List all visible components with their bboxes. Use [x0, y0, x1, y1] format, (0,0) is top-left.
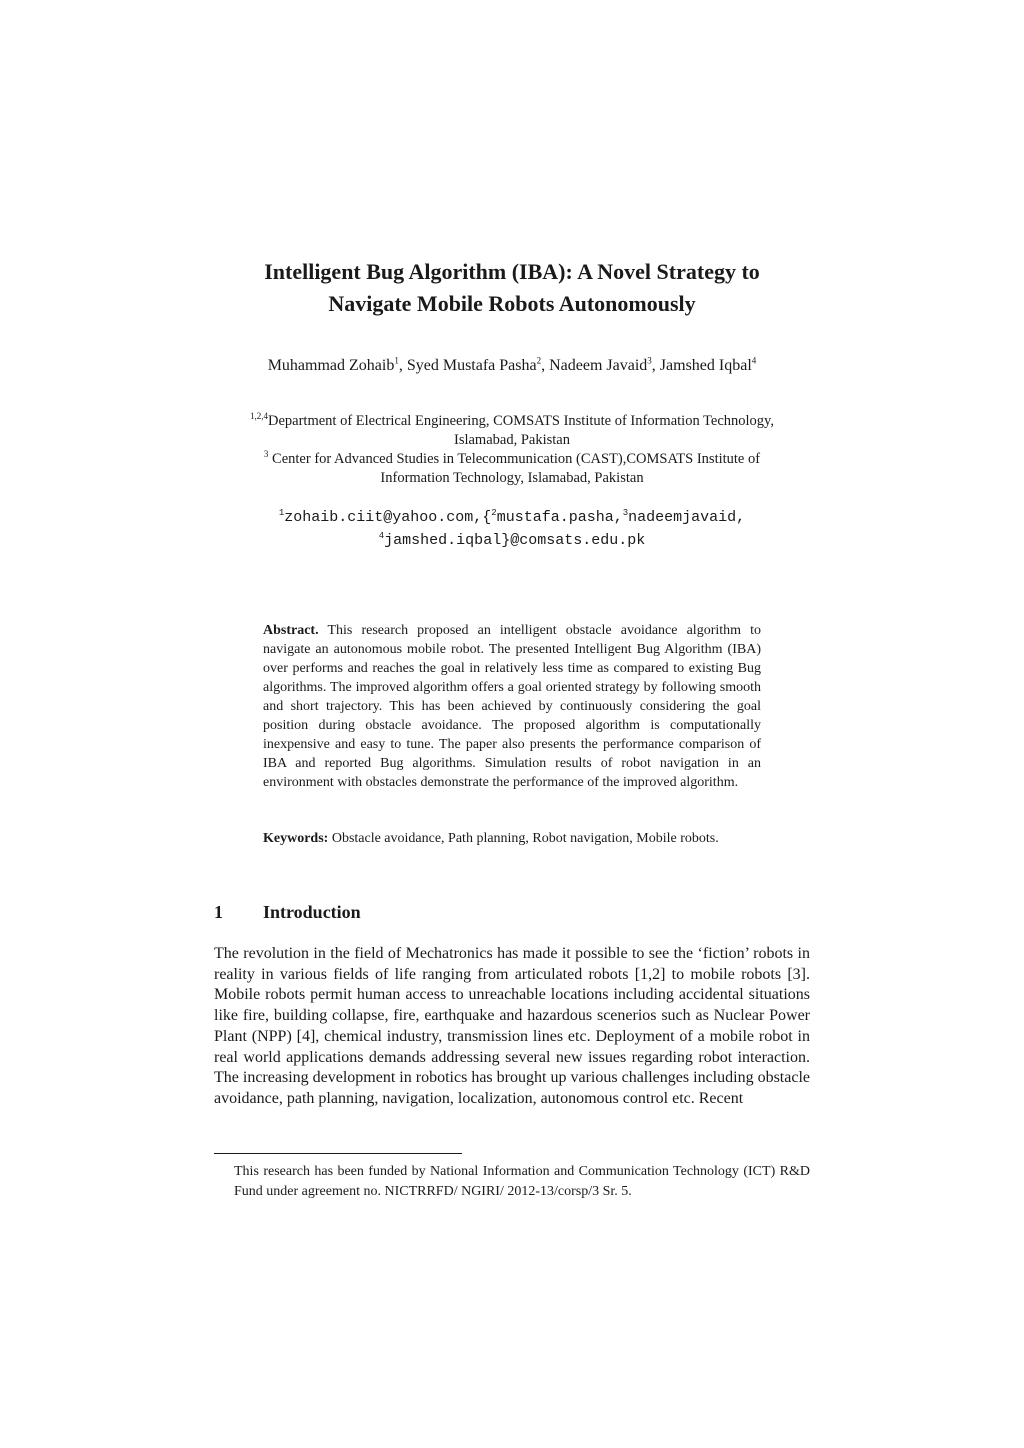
affiliation-1-line-2: Islamabad, Pakistan [454, 432, 570, 448]
keywords-text: Obstacle avoidance, Path planning, Robot navigation, Mobile robots. [331, 831, 719, 846]
keywords-label: Keywords: [263, 831, 329, 846]
email-line-2 [150, 529, 874, 552]
author-sup: 3 [647, 355, 652, 366]
abstract-label: Abstract. [263, 623, 319, 638]
affiliation-2-line-1: Center for Advanced Studies in Telecommunication (CAST),COMSATS Institute of [272, 451, 761, 467]
keywords [263, 829, 733, 848]
abstract [263, 621, 761, 792]
footnote: This research has been funded by National Information and Communication Technology (ICT) R&D Fund under agreement no. NICTRRFD/ NGIRI/ 2012-13/corsp/3 Sr. 5. [234, 1164, 810, 1199]
affiliation-sup: 1,2,4 [250, 411, 269, 422]
intro-paragraph: The revolution in the field of Mechatronics has made it possible to see the ‘fiction’ robots in reality in various fields of life ranging from articulated robots [1,2] to mobile robots [3]. Mobile robots permit human access to unreachable locations including accidental situations like fire, building collapse, fire, earthquake and hazardous scenerios such as Nuclear Power Plant (NPP) [4], chemical industry, transmission lines etc. Deployment of a mobile robot in real world applications demands addressing several new issues regarding robot interaction. The increasing development in robotics has brought up various challenges including obstacle avoidance, path planning, navigation, localization, autonomous control etc. Recent [214, 945, 810, 1107]
affiliation-2-line-2: Information Technology, Islamabad, Pakistan [380, 470, 644, 486]
author-sup: 4 [751, 355, 757, 366]
abstract-text: This research proposed an intelligent obstacle avoidance algorithm to navigate an autonomous mobile robot. The presented Intelligent Bug Algorithm (IBA) over performs and reaches the goal in relatively less time as compared to existing Bug algorithms. The improved algorithm offers a goal oriented strategy by following smooth and short trajectory. This has been achieved by continuously considering the goal position during obstacle avoidance. The proposed algorithm is computationally inexpensive and easy to tune. The paper also presents the performance comparison of IBA and reported Bug algorithms. Simulation results of robot navigation in an environment with obstacles demonstrate the performance of the improved algorithm. [263, 623, 762, 790]
author-list: Muhammad Zohaib$^1$, Syed Mustafa Pasha$^2$, Nadeem Javaid$^3$, Jamshed Iqbal$^4$ [267, 355, 757, 374]
email-sup: 3 [622, 508, 629, 518]
affiliations [200, 412, 824, 488]
affiliation-sup: 3 [263, 449, 269, 460]
title-line-1: Intelligent Bug Algorithm (IBA): A Novel Strategy to [264, 259, 760, 284]
affiliation-2 [200, 450, 824, 469]
title-line-2: Navigate Mobile Robots Autonomously [328, 291, 696, 316]
section-heading [214, 900, 814, 924]
email-line-1 [150, 506, 874, 529]
affiliation-1 [200, 412, 824, 431]
author-sup: 2 [536, 355, 542, 366]
paper-title [150, 256, 874, 320]
email-2: mustafa.pasha, [496, 509, 623, 526]
author-sup: 1 [394, 355, 399, 366]
affiliation-1-line-1: Department of Electrical Engineering, COMSATS Institute of Information Technology, [268, 413, 774, 429]
email-4: jamshed.iqbal}@comsats.edu.pk [384, 532, 646, 549]
email-sup: 4 [378, 531, 385, 541]
email-sup: 1 [278, 508, 285, 518]
footnote-divider [214, 1153, 462, 1154]
email-sup: 2 [491, 508, 497, 518]
email-3: nadeemjavaid, [628, 509, 746, 526]
section-title: Introduction [263, 902, 361, 922]
section-number: 1 [214, 902, 223, 922]
author-name: Muhammad Zohaib [267, 357, 395, 374]
author-name: Nadeem Javaid [549, 357, 648, 374]
author-emails [150, 506, 874, 552]
author-name: Jamshed Iqbal [659, 357, 752, 374]
email-1: zohaib.ciit@yahoo.com,{ [284, 509, 492, 526]
author-name: Syed Mustafa Pasha [406, 357, 537, 374]
